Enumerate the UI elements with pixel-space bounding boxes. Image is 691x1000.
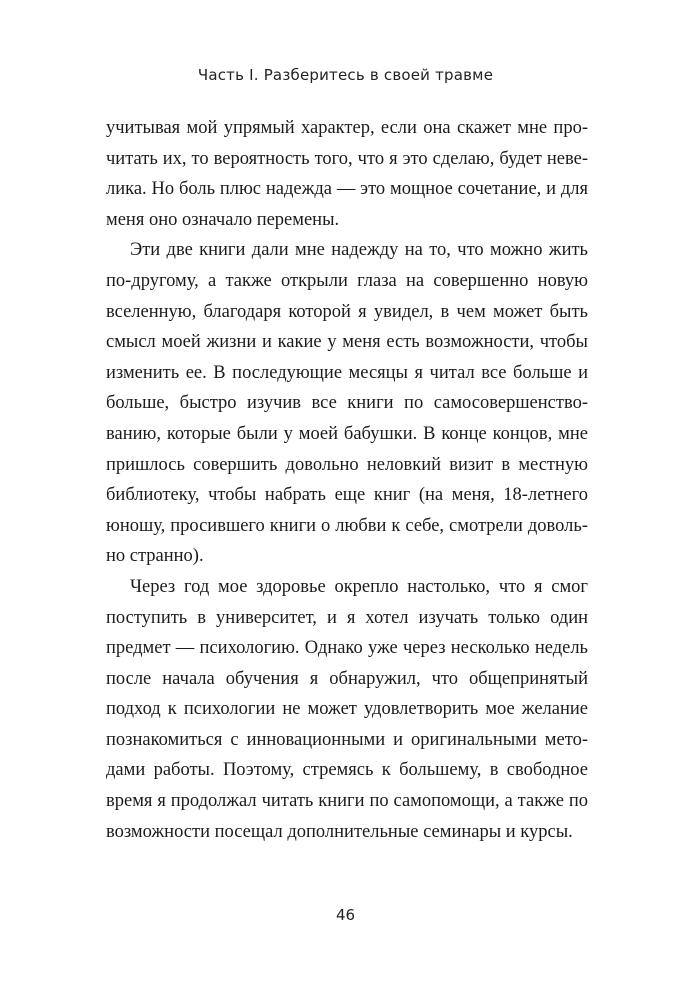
paragraph: учитывая мой упрямый характер, если она скажет мне прочитать их, то вероятность того, что я это сделаю, будет невелика. Но боль плюс надежда — это мощное сочетание, и для меня оно означало перемены. (106, 118, 588, 230)
body-text (106, 113, 588, 847)
paragraph: Эти две книги дали мне надежду на то, что можно жить по-другому, а также открыли глаза на совершенно новую вселенную, благодаря которой я увидел, в чем может быть смысл моей жизни и какие у меня есть возможности, чтобы изменить ее. В последующие месяцы я читал все больше и больше, быстро изучив все книги по самосовершенствованию, которые были у моей бабушки. В конце концов, мне пришлось совершить довольно неловкий визит в местную библиотеку, чтобы набрать еще книг (на меня, 18-летнего юношу, просившего книги о любви к себе, смотрели довольно странно). (106, 240, 588, 567)
page-number: 46 (335, 906, 356, 924)
paragraph: Через год мое здоровье окрепло настолько, что я смог поступить в университет, и я хотел изучать только один предмет — психологию. Однако уже через несколько недель после начала обучения я обнаружил, что общепринятый подход к психологии не может удовлетворить мое желание познакомиться с инновационными и оригинальными методами работы. Поэтому, стремясь к большему, в свободное время я продолжал читать книги по самопомощи, а также по возможности посещал дополнительные семинары и курсы. (106, 576, 588, 842)
running-header: Часть I. Разберитесь в своей травме (197, 66, 494, 84)
